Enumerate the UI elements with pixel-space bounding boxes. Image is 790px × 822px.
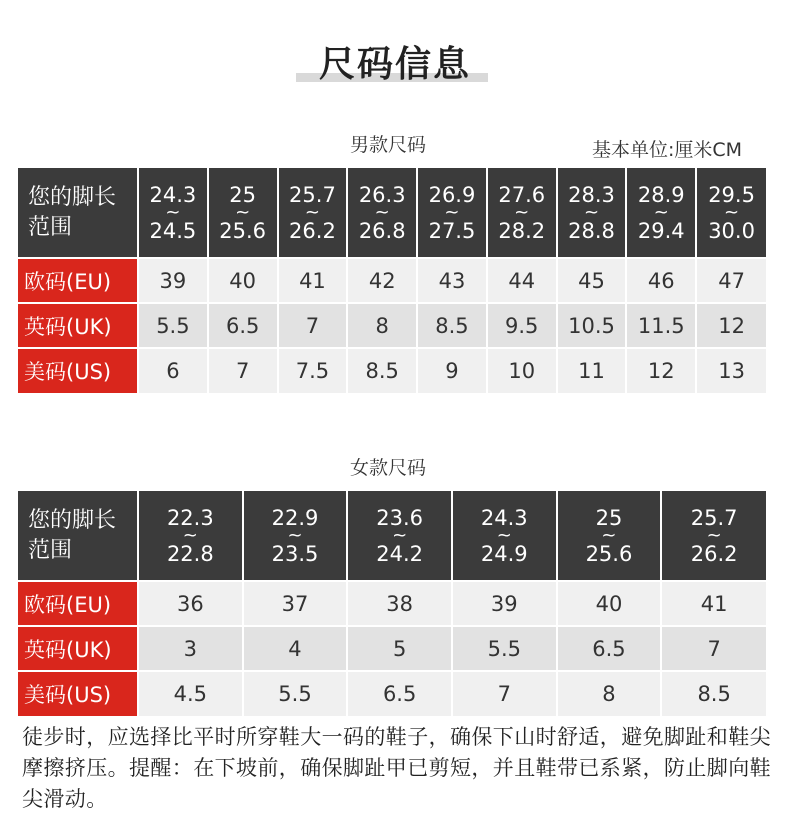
size-value-cell: 7: [278, 303, 348, 348]
foot-length-range: [278, 168, 348, 258]
size-value-cell: 5.5: [452, 626, 557, 671]
range-tilde: ~: [374, 201, 390, 223]
range-tilde: ~: [287, 524, 303, 546]
range-max: 30.0: [708, 218, 755, 243]
size-value-cell: 9: [417, 348, 487, 393]
range-max: 24.2: [376, 541, 424, 566]
foot-length-range-label: [18, 168, 138, 258]
size-value-cell: 8: [557, 671, 662, 716]
size-value-cell: 7: [661, 626, 766, 671]
size-value-cell: 46: [626, 258, 696, 303]
foot-length-header-row: [18, 168, 766, 258]
range-tilde: ~: [392, 524, 408, 546]
size-value-cell: 8.5: [661, 671, 766, 716]
range-tilde: ~: [444, 201, 460, 223]
foot-length-range: [696, 168, 766, 258]
size-value-cell: 10.5: [557, 303, 627, 348]
range-min: 24.3: [149, 182, 197, 207]
size-row: [18, 258, 766, 303]
size-value-cell: 12: [696, 303, 766, 348]
men-size-caption: 男款尺码: [350, 134, 427, 156]
size-value-cell: 41: [278, 258, 348, 303]
range-tilde: ~: [235, 201, 251, 223]
range-min: 27.6: [498, 182, 546, 207]
size-value-cell: 3: [138, 626, 243, 671]
range-max: 26.8: [358, 218, 406, 243]
range-min: 25.7: [289, 182, 336, 207]
size-value-cell: 5.5: [138, 303, 208, 348]
range-max: 29.4: [637, 218, 685, 243]
size-value-cell: 42: [347, 258, 417, 303]
size-value-cell: 43: [417, 258, 487, 303]
unit-label: 基本单位:厘米CM: [592, 139, 743, 161]
size-value-cell: 6.5: [347, 671, 452, 716]
range-min: 23.6: [376, 505, 424, 530]
size-value-cell: 11: [557, 348, 627, 393]
range-max: 26.2: [690, 541, 738, 566]
size-value-cell: 5.5: [243, 671, 348, 716]
size-value-cell: 8: [347, 303, 417, 348]
range-min: 26.3: [358, 182, 406, 207]
range-max: 28.8: [568, 218, 615, 243]
size-value-cell: 10: [487, 348, 557, 393]
men-size-table: [18, 168, 766, 393]
range-min: 28.3: [568, 182, 615, 207]
foot-length-range: [661, 491, 766, 581]
foot-length-range: [347, 168, 417, 258]
size-value-cell: 5: [347, 626, 452, 671]
size-system-label: 欧码(EU): [18, 581, 138, 626]
size-value-cell: 47: [696, 258, 766, 303]
size-value-cell: 6.5: [208, 303, 278, 348]
size-value-cell: 6: [138, 348, 208, 393]
size-value-cell: 37: [243, 581, 348, 626]
range-tilde: ~: [706, 524, 722, 546]
size-value-cell: 8.5: [417, 303, 487, 348]
range-tilde: ~: [653, 201, 669, 223]
foot-length-range-label: [18, 491, 138, 581]
size-value-cell: 12: [626, 348, 696, 393]
size-system-label: 欧码(EU): [18, 258, 138, 303]
size-value-cell: 9.5: [487, 303, 557, 348]
range-min: 26.9: [428, 182, 476, 207]
range-min: 29.5: [708, 182, 755, 207]
foot-length-range: [557, 168, 627, 258]
size-value-cell: 11.5: [626, 303, 696, 348]
size-row: [18, 626, 766, 671]
size-value-cell: 6.5: [557, 626, 662, 671]
range-min: 28.9: [637, 182, 685, 207]
range-tilde: ~: [182, 524, 198, 546]
foot-length-range: [417, 168, 487, 258]
corner-label-line: 范围: [28, 537, 73, 563]
size-value-cell: 40: [208, 258, 278, 303]
range-max: 25.6: [585, 541, 633, 566]
corner-label-line: 您的脚长: [28, 507, 117, 533]
range-tilde: ~: [583, 201, 600, 223]
range-max: 28.2: [498, 218, 546, 243]
size-value-cell: 40: [557, 581, 662, 626]
size-row: [18, 671, 766, 716]
size-value-cell: 39: [452, 581, 557, 626]
size-value-cell: 45: [557, 258, 627, 303]
range-tilde: ~: [165, 201, 181, 223]
hiking-size-note: 徒步时，应选择比平时所穿鞋大一码的鞋子，确保下山时舒适，避免脚趾和鞋尖摩擦挤压。提醒：在下坡前，确保脚趾甲已剪短，并且鞋带已系紧，防止脚向鞋尖滑动。: [22, 725, 771, 811]
range-max: 22.8: [166, 541, 214, 566]
size-value-cell: 4: [243, 626, 348, 671]
range-max: 24.9: [480, 541, 528, 566]
range-max: 24.5: [149, 218, 197, 243]
range-max: 23.5: [271, 541, 319, 566]
size-value-cell: 38: [347, 581, 452, 626]
range-min: 25.7: [690, 505, 738, 530]
foot-length-range: [557, 491, 662, 581]
foot-length-header-row: [18, 491, 766, 581]
range-tilde: ~: [601, 524, 617, 546]
foot-length-range: [138, 491, 243, 581]
women-size-table: [18, 491, 766, 716]
women-size-caption: 女款尺码: [350, 457, 427, 479]
size-value-cell: 7.5: [278, 348, 348, 393]
range-tilde: ~: [514, 201, 530, 223]
range-min: 25: [229, 182, 257, 207]
size-value-cell: 4.5: [138, 671, 243, 716]
range-tilde: ~: [496, 524, 512, 546]
foot-length-range: [243, 491, 348, 581]
range-tilde: ~: [724, 201, 740, 223]
size-value-cell: 13: [696, 348, 766, 393]
size-row: [18, 581, 766, 626]
corner-label-line: 您的脚长: [28, 184, 117, 210]
range-min: 24.3: [480, 505, 528, 530]
size-row: [18, 348, 766, 393]
foot-length-range: [487, 168, 557, 258]
range-min: 22.9: [271, 505, 319, 530]
size-system-label: 英码(UK): [18, 303, 138, 348]
range-min: 22.3: [166, 505, 214, 530]
size-system-label: 英码(UK): [18, 626, 138, 671]
size-system-label: 美码(US): [18, 348, 138, 393]
size-value-cell: 39: [138, 258, 208, 303]
size-system-label: 美码(US): [18, 671, 138, 716]
size-value-cell: 7: [452, 671, 557, 716]
size-value-cell: 7: [208, 348, 278, 393]
foot-length-range: [347, 491, 452, 581]
foot-length-range: [452, 491, 557, 581]
size-row: [18, 303, 766, 348]
size-value-cell: 41: [661, 581, 766, 626]
range-tilde: ~: [304, 201, 320, 223]
page-title: 尺码信息: [318, 44, 471, 85]
title-block: [0, 0, 790, 90]
range-max: 25.6: [219, 218, 267, 243]
foot-length-range: [626, 168, 696, 258]
range-min: 25: [595, 505, 623, 530]
size-value-cell: 36: [138, 581, 243, 626]
corner-label-line: 范围: [28, 214, 73, 240]
size-value-cell: 44: [487, 258, 557, 303]
foot-length-range: [208, 168, 278, 258]
foot-length-range: [138, 168, 208, 258]
size-value-cell: 8.5: [347, 348, 417, 393]
range-max: 27.5: [428, 218, 476, 243]
range-max: 26.2: [289, 218, 336, 243]
